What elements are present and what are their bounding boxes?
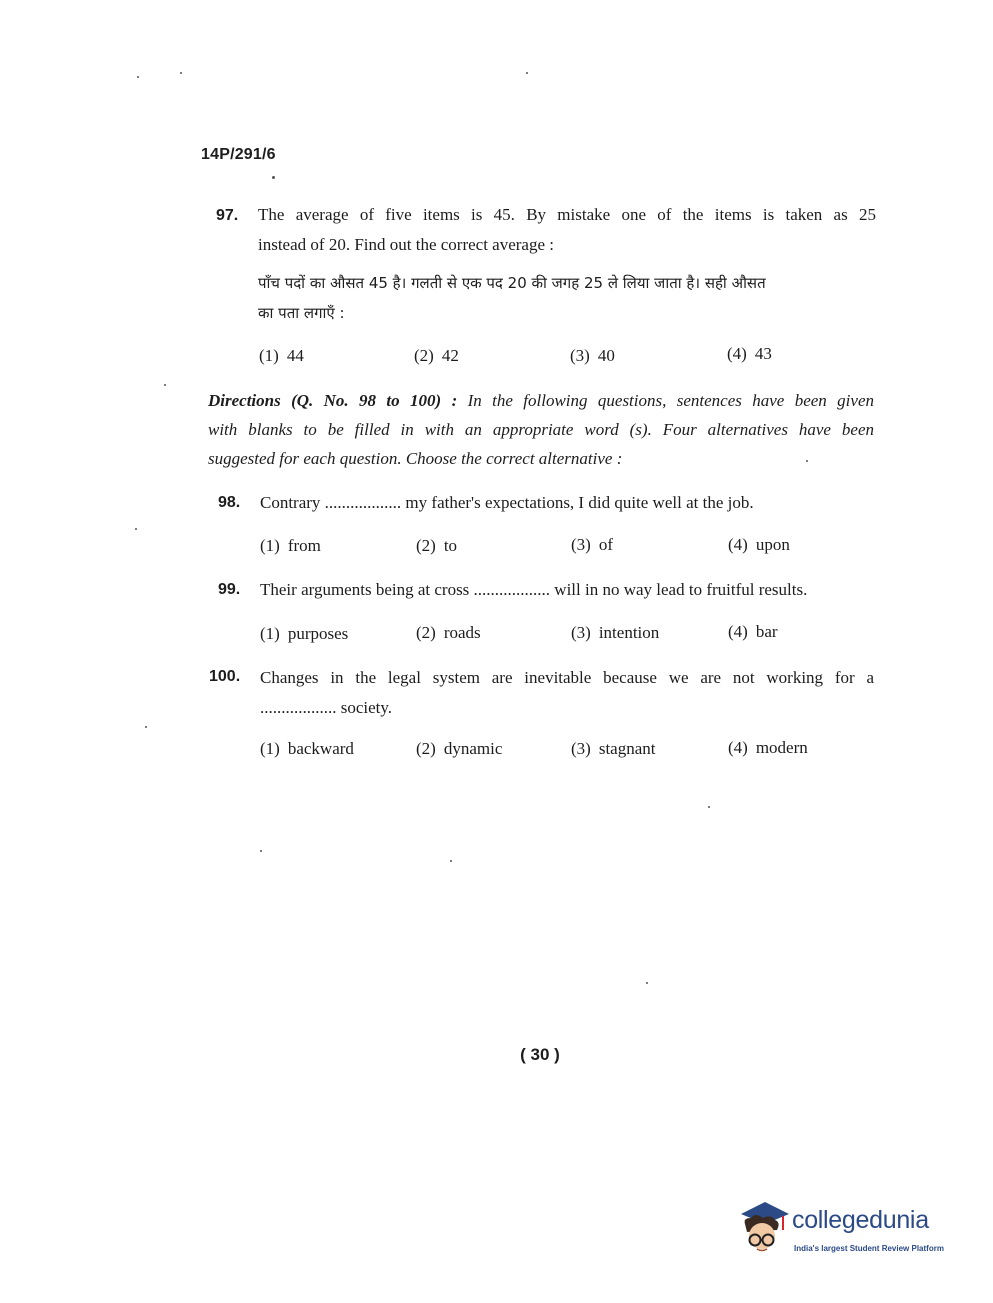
option-4: (4) 43 — [727, 344, 772, 363]
question-line: .................. society. — [260, 698, 393, 717]
hindi-line: पाँच पदों का औसत 45 है। गलती से एक पद 20 की जगह 25 ले लिया जाता है। सही औसत — [258, 274, 766, 292]
scan-speck — [137, 76, 139, 78]
directions-line: with blanks to be filled in with an appropriate word (s). Four alternatives have been — [208, 420, 874, 439]
option-4: (4) upon — [728, 535, 790, 554]
page-number: ( 30 ) — [520, 1045, 560, 1064]
scan-speck — [450, 860, 452, 862]
scan-speck — [272, 176, 275, 179]
option-2: (2) 42 — [414, 346, 459, 365]
scan-speck — [708, 806, 710, 808]
scan-speck — [180, 72, 182, 74]
question-number: 97. — [216, 207, 239, 224]
question-text: Their arguments being at cross .................. will in no way lead to fruitful results. — [260, 580, 808, 599]
option-3: (3) intention — [571, 623, 660, 642]
option-2: (2) dynamic — [416, 739, 503, 758]
collegedunia-logo — [735, 1196, 965, 1268]
question-text — [258, 200, 876, 260]
option-2: (2) to — [416, 536, 458, 555]
logo-name: collegedunia — [792, 1206, 929, 1234]
option-1: (1) purposes — [260, 624, 349, 643]
question-number: 99. — [218, 581, 241, 598]
question-number: 98. — [218, 494, 241, 511]
scan-speck — [526, 72, 528, 74]
scan-speck — [164, 384, 166, 386]
hindi-line: का पता लगाएँ : — [258, 304, 345, 322]
scan-speck — [260, 850, 262, 852]
option-1: (1) backward — [260, 739, 354, 758]
directions-block — [208, 386, 874, 473]
question-line: Changes in the legal system are inevitable because we are not working for a — [260, 668, 874, 687]
scan-speck — [806, 460, 808, 462]
question-line: instead of 20. Find out the correct average : — [258, 235, 554, 254]
question-text: Contrary .................. my father's expectations, I did quite well at the job. — [260, 493, 754, 512]
student-mascot-icon — [735, 1196, 793, 1268]
option-1: (1) from — [260, 536, 321, 555]
option-4: (4) modern — [728, 738, 808, 757]
question-line: The average of five items is 45. By mistake one of the items is taken as 25 — [258, 205, 876, 224]
option-3: (3) stagnant — [571, 739, 656, 758]
question-number: 100. — [209, 668, 241, 685]
question-text-hindi — [258, 268, 876, 328]
option-3: (3) 40 — [570, 346, 615, 365]
scan-speck — [646, 982, 648, 984]
option-1: (1) 44 — [259, 346, 304, 365]
directions-line: suggested for each question. Choose the correct alternative : — [208, 449, 623, 468]
scan-speck — [145, 726, 147, 728]
paper-code: 14P/291/6 — [201, 146, 276, 163]
option-3: (3) of — [571, 535, 613, 554]
scan-speck — [135, 528, 137, 530]
directions-line: Directions (Q. No. 98 to 100) : In the following questions, sentences have been given — [208, 391, 874, 410]
question-text — [260, 663, 874, 723]
logo-tagline: India's largest Student Review Platform — [794, 1244, 944, 1253]
option-4: (4) bar — [728, 622, 778, 641]
option-2: (2) roads — [416, 623, 481, 642]
